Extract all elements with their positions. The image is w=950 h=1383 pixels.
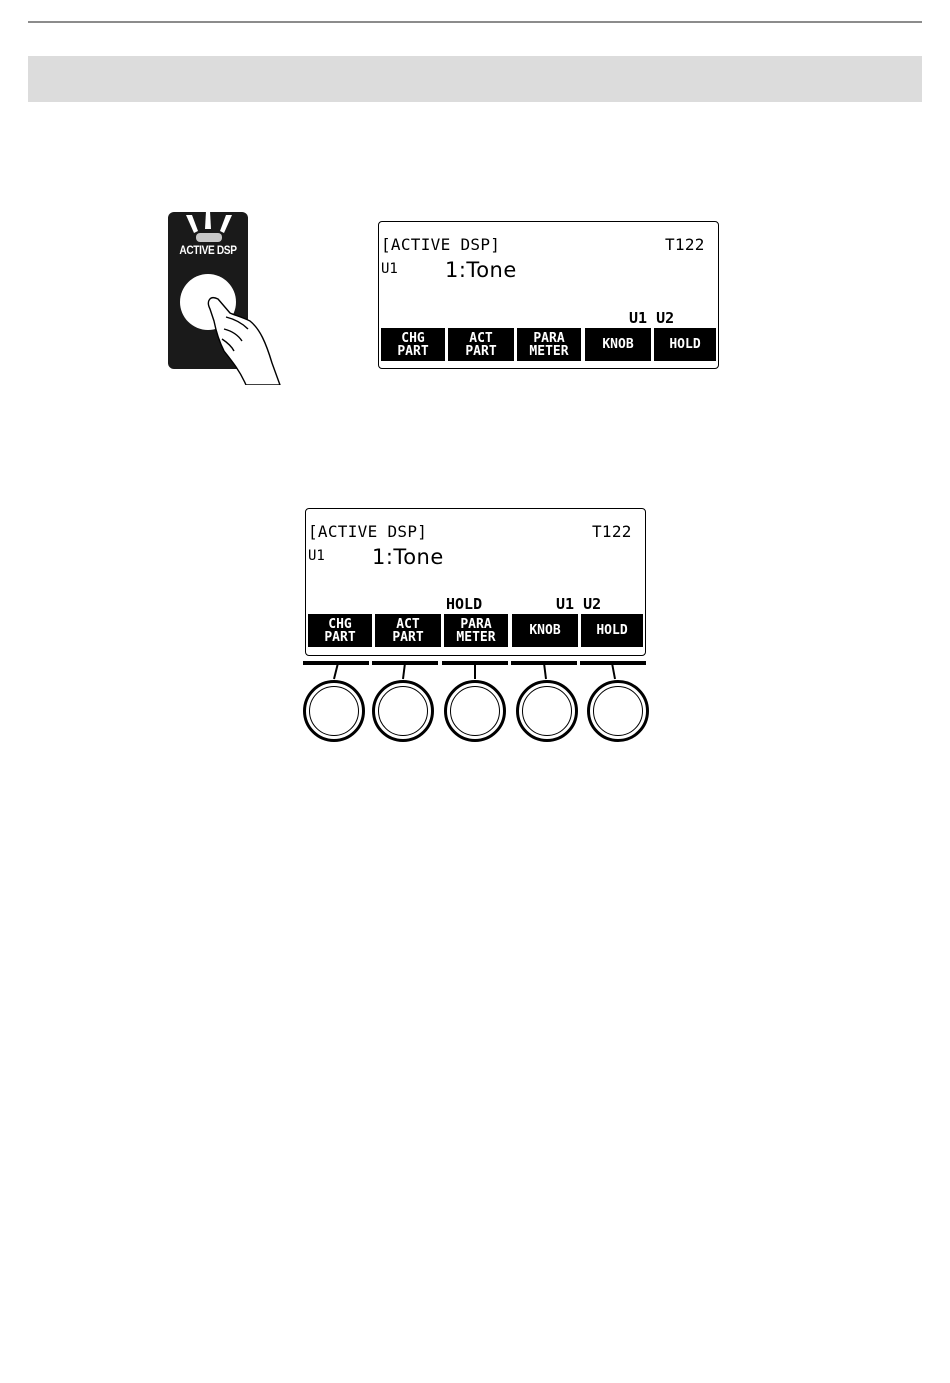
pressing-hand-icon (208, 298, 280, 385)
indicator-lamp (196, 233, 222, 242)
tone-display: 1:Tone (445, 258, 517, 282)
lcd-screen-2 (305, 508, 646, 656)
tempo-display: T122 (592, 522, 632, 541)
part-indicator: U1 (308, 548, 325, 564)
softkey-hold[interactable]: HOLD (581, 614, 643, 647)
hold-indicator: HOLD (446, 595, 483, 613)
active-dsp-label: ACTIVE DSP (179, 245, 237, 257)
function-button-4[interactable] (516, 680, 578, 742)
lcd-screen-1 (378, 221, 719, 369)
softkey-chg-part[interactable]: CHG PART (381, 328, 445, 361)
function-button-5[interactable] (587, 680, 649, 742)
button-connectors (300, 661, 650, 681)
top-rule (28, 21, 922, 23)
softkey-act-part[interactable]: ACT PART (448, 328, 514, 361)
softkey-parameter[interactable]: PARA METER (444, 614, 508, 647)
parts-indicator: U1 U2 (556, 595, 602, 613)
softkey-parameter[interactable]: PARA METER (517, 328, 581, 361)
light-rays-icon (186, 211, 232, 233)
softkey-act-part[interactable]: ACT PART (375, 614, 441, 647)
softkey-hold[interactable]: HOLD (654, 328, 716, 361)
tone-display: 1:Tone (372, 545, 444, 569)
section-title-bar (28, 56, 922, 102)
function-button-3[interactable] (444, 680, 506, 742)
screen-header: [ACTIVE DSP] (381, 235, 501, 254)
part-indicator: U1 (381, 261, 398, 277)
active-dsp-illustration (168, 205, 283, 385)
parts-indicator: U1 U2 (629, 309, 675, 327)
softkey-knob[interactable]: KNOB (512, 614, 578, 647)
softkey-knob[interactable]: KNOB (585, 328, 651, 361)
softkey-chg-part[interactable]: CHG PART (308, 614, 372, 647)
function-button-2[interactable] (372, 680, 434, 742)
function-button-1[interactable] (303, 680, 365, 742)
tempo-display: T122 (665, 235, 705, 254)
screen-header: [ACTIVE DSP] (308, 522, 428, 541)
